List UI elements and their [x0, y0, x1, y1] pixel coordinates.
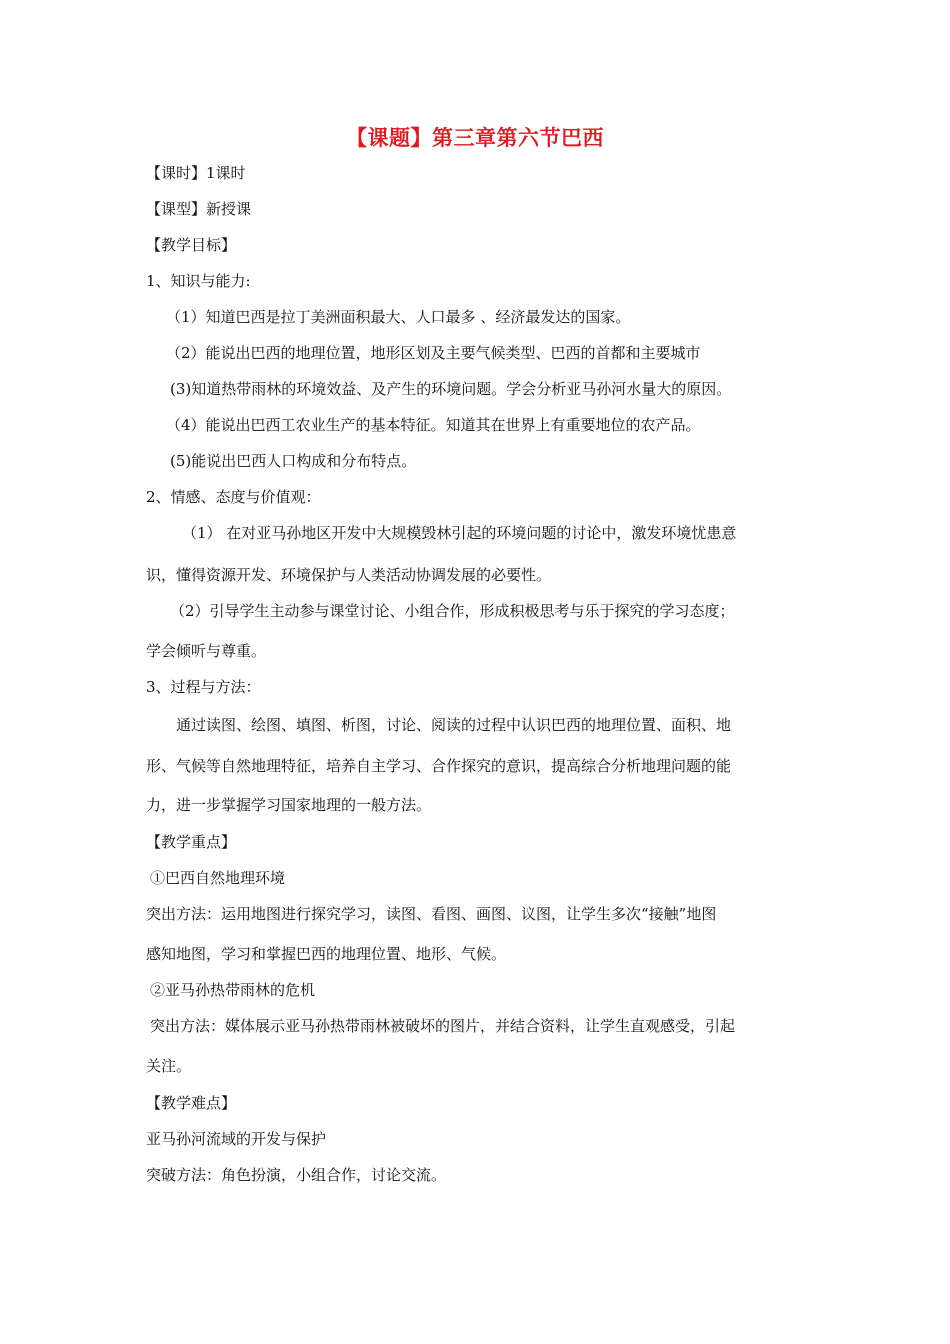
key-point-2-method-line-1: 突出方法：媒体展示亚马孙热带雨林被破坏的图片，并结合资料，让学生直观感受，引起 [150, 1017, 736, 1035]
class-hours-line: 【课时】1课时 [146, 164, 246, 182]
emotion-attitude-heading: 2、情感、态度与价值观： [146, 488, 321, 506]
key-point-1-method-line-1: 突出方法：运用地图进行探究学习，读图、看图、画图、议图，让学生多次“接触”地图 [146, 905, 717, 923]
objective-item-5: (5)能说出巴西人口构成和分布特点。 [170, 452, 417, 470]
difficulty-heading: 【教学难点】 [146, 1094, 237, 1112]
key-point-1-method-line-2: 感知地图，学习和掌握巴西的地理位置、地形、气候。 [146, 945, 507, 963]
objective-item-4: （4）能说出巴西工农业生产的基本特征。知道其在世界上有重要地位的农产品。 [166, 416, 701, 434]
objectives-heading: 【教学目标】 [146, 236, 237, 254]
emotion-item-1-line-1: （1） 在对亚马孙地区开发中大规模毁林引起的环境问题的讨论中，激发环境忧患意 [182, 524, 737, 542]
process-method-line-2: 形、气候等自然地理特征，培养自主学习、合作探究的意识，提高综合分析地理问题的能 [146, 757, 732, 775]
process-method-line-1: 通过读图、绘图、填图、析图，讨论、阅读的过程中认识巴西的地理位置、面积、地 [176, 716, 732, 734]
difficulty-item: 亚马孙河流域的开发与保护 [146, 1130, 327, 1148]
difficulty-method: 突破方法：角色扮演，小组合作，讨论交流。 [146, 1166, 447, 1184]
emotion-item-1-line-2: 识，懂得资源开发、环境保护与人类活动协调发展的必要性。 [146, 566, 552, 584]
emotion-item-2-line-1: （2）引导学生主动参与课堂讨论、小组合作，形成积极思考与乐于探究的学习态度； [170, 602, 735, 620]
objective-item-2: （2）能说出巴西的地理位置，地形区划及主要气候类型、巴西的首都和主要城市 [166, 344, 701, 362]
key-point-1: ①巴西自然地理环境 [150, 869, 286, 887]
objective-item-1: （1）知道巴西是拉丁美洲面积最大、人口最多 、经济最发达的国家。 [166, 308, 631, 326]
document-title: 【课题】第三章第六节巴西 [346, 125, 604, 150]
key-points-heading: 【教学重点】 [146, 833, 237, 851]
class-type-line: 【课型】新授课 [146, 200, 252, 218]
key-point-2: ②亚马孙热带雨林的危机 [150, 981, 316, 999]
process-method-heading: 3、过程与方法： [146, 678, 261, 696]
process-method-line-3: 力，进一步掌握学习国家地理的一般方法。 [146, 796, 432, 814]
knowledge-ability-heading: 1、知识与能力: [146, 272, 251, 290]
key-point-2-method-line-2: 关注。 [146, 1057, 192, 1075]
objective-item-3: (3)知道热带雨林的环境效益、及产生的环境问题。学会分析亚马孙河水量大的原因。 [170, 380, 732, 398]
emotion-item-2-line-2: 学会倾听与尊重。 [146, 642, 267, 660]
